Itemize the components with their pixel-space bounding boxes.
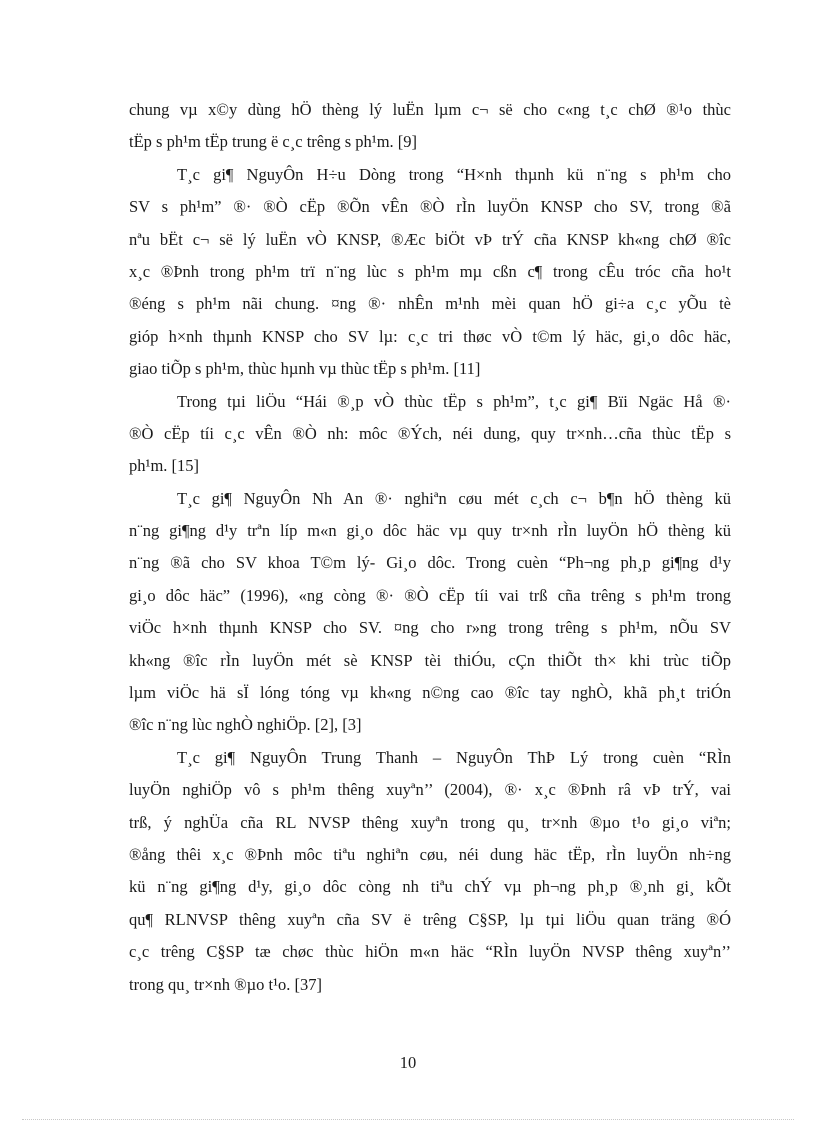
text-line: trong qu¸ tr×nh ®µo t¹o. [37] [129,974,323,994]
page-number: 10 [399,1053,417,1072]
text-line: tËp s ph¹m tËp trung ë c¸c trêng s ph¹m. [9] [129,132,418,152]
text-line: c¸c trêng C§SP tæ chøc thùc hiÖn m«n häc “RÌn luyÖn NVSP thêng xuyªn’’ [129,942,731,962]
text-line: kh«ng ®îc rÌn luyÖn mét sè KNSP tèi thiÓu, cÇn thiÕt th× khi trùc tiÕp [129,650,731,670]
text-line: viÖc h×nh thµnh KNSP cho SV. ¤ng cho r»ng trong trêng s ph¹m, nÕu SV [129,618,731,638]
text-line: n¨ng ®ã cho SV khoa T©m lý- Gi¸o dôc. Trong cuèn “Ph¬ng ph¸p gi¶ng d¹y [129,553,731,573]
text-line: Trong tµi liÖu “Hái ®¸p vÒ thùc tËp s ph¹m”, t¸c gi¶ Bïi Ngäc Hå ®· [177,391,731,411]
text-line: SV s ph¹m” ®· ®Ò cËp ®Õn vÊn ®Ò rÌn luyÖn KNSP cho SV, trong ®ã [129,197,731,217]
text-line: kü n¨ng gi¶ng d¹y, gi¸o dôc còng nh tiªu chÝ vµ ph¬ng ph¸p ®¸nh gi¸ kÕt [129,877,731,897]
text-line: n¨ng gi¶ng d¹y trªn líp m«n gi¸o dôc häc vµ quy tr×nh rÌn luyÖn hÖ thèng kü [129,521,731,541]
text-line: giao tiÕp s ph¹m, thùc hµnh vµ thùc tËp s ph¹m. [11] [129,359,481,379]
body-text [129,94,731,1001]
text-line: qu¶ RLNVSP thêng xuyªn cña SV ë trêng C§SP, lµ tµi liÖu quan träng ®Ó [129,909,731,929]
text-line: chung vµ x©y dùng hÖ thèng lý luËn lµm c¬ së cho c«ng t¸c chØ ®¹o thùc [129,100,731,119]
text-line: gióp h×nh thµnh KNSP cho SV lµ: c¸c tri thøc vÒ t©m lý häc, gi¸o dôc häc, [129,326,731,346]
text-line: ®ång thêi x¸c ®Þnh môc tiªu nghiªn cøu, néi dung häc tËp, rÌn luyÖn nh÷ng [129,844,731,864]
text-line: ®Ò cËp tíi c¸c vÊn ®Ò nh: môc ®Ých, néi dung, quy tr×nh…cña thùc tËp s [129,423,731,443]
text-line: x¸c ®Þnh trong ph¹m trï n¨ng lùc s ph¹m mµ cßn c¶ trong cÊu tróc cña ho¹t [129,261,731,281]
page-bottom-divider [22,1119,794,1120]
text-line: T¸c gi¶ NguyÔn Nh An ®· nghiªn cøu mét c¸ch c¬ b¶n hÖ thèng kü [177,488,731,508]
text-line: ®îc n¨ng lùc nghÒ nghiÖp. [2], [3] [129,715,362,735]
text-line: ph¹m. [15] [129,456,200,476]
text-line: lµm viÖc hä sÏ lóng tóng vµ kh«ng n©ng cao ®îc tay nghÒ, khã ph¸t triÓn [129,683,731,703]
text-line: luyÖn nghiÖp vô s ph¹m thêng xuyªn’’ (2004), ®· x¸c ®Þnh râ vÞ trÝ, vai [129,780,731,800]
text-line: ®éng s ph¹m nãi chung. ¤ng ®· nhÊn m¹nh mèi quan hÖ gi÷a c¸c yÕu tè [129,294,731,314]
text-line: trß, ý nghÜa cña RL NVSP thêng xuyªn trong qu¸ tr×nh ®µo t¹o gi¸o viªn; [129,812,731,832]
text-line: T¸c gi¶ NguyÔn Trung Thanh – NguyÔn ThÞ Lý trong cuèn “RÌn [177,747,731,767]
text-line: gi¸o dôc häc” (1996), «ng còng ®· ®Ò cËp tíi vai trß cña trêng s ph¹m trong [129,585,731,605]
text-line: nªu bËt c¬ së lý luËn vÒ KNSP, ®Æc biÖt vÞ trÝ cña KNSP kh«ng chØ ®îc [129,229,731,249]
text-line: T¸c gi¶ NguyÔn H÷u Dòng trong “H×nh thµnh kü n¨ng s ph¹m cho [177,164,731,184]
